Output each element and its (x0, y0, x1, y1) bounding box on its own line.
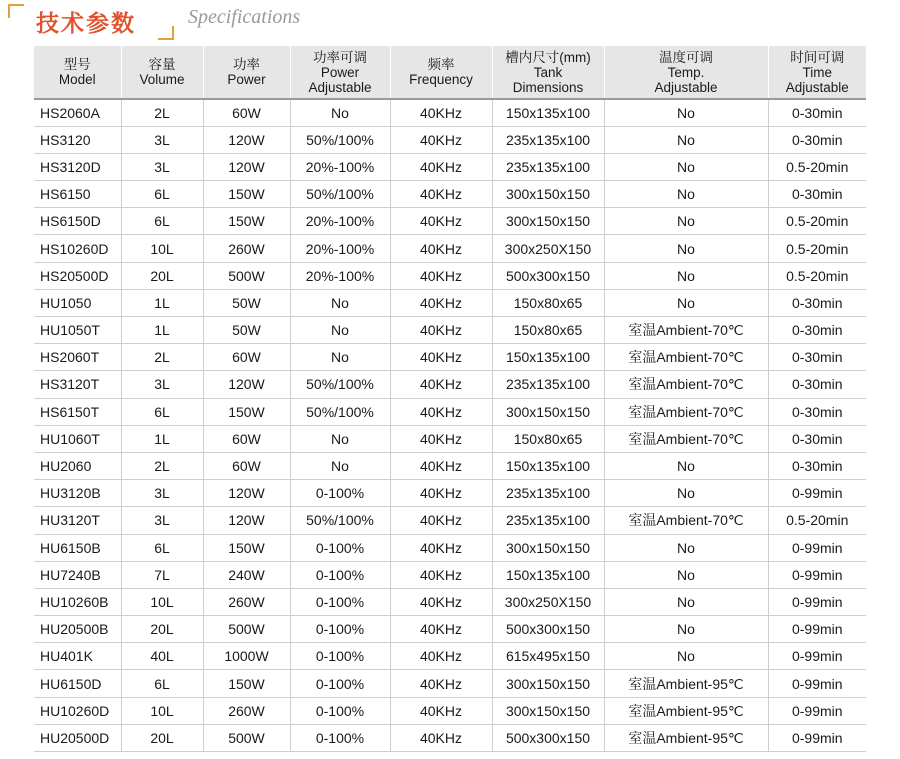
table-cell: 50%/100% (290, 126, 390, 153)
table-cell: 0-100% (290, 616, 390, 643)
table-cell: 120W (203, 153, 290, 180)
table-cell: 0.5-20min (768, 235, 866, 262)
table-cell: 室温Ambient-70℃ (604, 344, 768, 371)
table-cell: 0-100% (290, 561, 390, 588)
table-cell: 40KHz (390, 507, 492, 534)
table-header-row (34, 46, 866, 99)
table-cell: 120W (203, 480, 290, 507)
table-cell: 0-30min (768, 344, 866, 371)
table-cell: 40KHz (390, 724, 492, 751)
model-cell: HU1060T (34, 425, 121, 452)
table-cell: 300x150x150 (492, 534, 604, 561)
model-cell: HS10260D (34, 235, 121, 262)
table-cell: 60W (203, 425, 290, 452)
table-cell: 0-99min (768, 588, 866, 615)
table-cell: 50%/100% (290, 181, 390, 208)
table-cell: 3L (121, 507, 203, 534)
table-cell: 室温Ambient-70℃ (604, 425, 768, 452)
table-row (34, 262, 866, 289)
table-cell: 40KHz (390, 697, 492, 724)
table-cell: 40KHz (390, 344, 492, 371)
table-cell: 40KHz (390, 126, 492, 153)
table-cell: 150x135x100 (492, 99, 604, 126)
table-cell: 0-100% (290, 534, 390, 561)
table-row (34, 670, 866, 697)
table-row (34, 289, 866, 316)
table-row (34, 534, 866, 561)
corner-decoration-top-left (8, 4, 24, 18)
model-cell: HS3120T (34, 371, 121, 398)
column-header-en2: Dimensions (512, 79, 584, 95)
column-header-en1: Power (227, 72, 266, 87)
table-cell: 150W (203, 670, 290, 697)
table-cell: 40KHz (390, 235, 492, 262)
table-cell: 50W (203, 317, 290, 344)
model-cell: HU1050T (34, 317, 121, 344)
model-cell: HU3120B (34, 480, 121, 507)
table-cell: 0-100% (290, 588, 390, 615)
table-cell: 0-99min (768, 697, 866, 724)
table-cell: 0.5-20min (768, 208, 866, 235)
table-cell: 120W (203, 126, 290, 153)
table-cell: 50%/100% (290, 371, 390, 398)
table-cell: 300x150x150 (492, 697, 604, 724)
table-cell: 300x150x150 (492, 670, 604, 697)
table-cell: No (604, 534, 768, 561)
table-cell: No (290, 425, 390, 452)
table-cell: 235x135x100 (492, 126, 604, 153)
column-header-en2: Adjustable (308, 79, 372, 95)
model-cell: HS3120 (34, 126, 121, 153)
table-cell: 40KHz (390, 262, 492, 289)
table-cell: 300x250X150 (492, 588, 604, 615)
table-cell: No (604, 126, 768, 153)
table-cell: 20L (121, 724, 203, 751)
table-cell: No (604, 616, 768, 643)
column-header-cn: 型号 (63, 57, 91, 72)
column-header-en2: Adjustable (785, 79, 849, 95)
table-cell: 235x135x100 (492, 153, 604, 180)
model-cell: HU10260D (34, 697, 121, 724)
table-cell: 40KHz (390, 616, 492, 643)
table-row (34, 208, 866, 235)
column-header-en1: Power (320, 64, 360, 80)
table-cell: 3L (121, 153, 203, 180)
table-cell: 150x135x100 (492, 344, 604, 371)
table-row (34, 507, 866, 534)
table-cell: 150W (203, 181, 290, 208)
model-cell: HU3120T (34, 507, 121, 534)
model-cell: HU20500B (34, 616, 121, 643)
table-cell: 40KHz (390, 398, 492, 425)
model-cell: HS3120D (34, 153, 121, 180)
model-cell: HU2060 (34, 452, 121, 479)
table-cell: No (290, 317, 390, 344)
table-cell: 260W (203, 235, 290, 262)
table-cell: 室温Ambient-70℃ (604, 371, 768, 398)
table-cell: 6L (121, 670, 203, 697)
model-cell: HS6150T (34, 398, 121, 425)
column-header-cn: 功率 (233, 57, 260, 72)
table-cell: No (604, 99, 768, 126)
table-cell: 40KHz (390, 371, 492, 398)
table-cell: 0-99min (768, 616, 866, 643)
table-cell: 0.5-20min (768, 153, 866, 180)
table-cell: 300x150x150 (492, 208, 604, 235)
model-cell: HU6150D (34, 670, 121, 697)
table-cell: 40KHz (390, 425, 492, 452)
model-cell: HU10260B (34, 588, 121, 615)
table-cell: 室温Ambient-95℃ (604, 724, 768, 751)
table-cell: 0-30min (768, 452, 866, 479)
table-cell: 500x300x150 (492, 262, 604, 289)
table-cell: 40KHz (390, 452, 492, 479)
table-cell: 500W (203, 262, 290, 289)
table-row (34, 317, 866, 344)
table-cell: 500W (203, 616, 290, 643)
table-cell: 150x80x65 (492, 425, 604, 452)
column-header-cn: 时间可调 (790, 49, 845, 65)
table-cell: 260W (203, 697, 290, 724)
table-cell: 3L (121, 126, 203, 153)
table-cell: 0-100% (290, 643, 390, 670)
table-cell: 40KHz (390, 534, 492, 561)
table-cell: 20%-100% (290, 153, 390, 180)
table-cell: 20%-100% (290, 208, 390, 235)
model-cell: HS2060A (34, 99, 121, 126)
table-cell: 150x135x100 (492, 452, 604, 479)
table-cell: 300x150x150 (492, 181, 604, 208)
table-cell: 室温Ambient-70℃ (604, 398, 768, 425)
table-row (34, 344, 866, 371)
table-cell: 2L (121, 344, 203, 371)
table-cell: 50%/100% (290, 507, 390, 534)
column-header (390, 46, 492, 99)
table-cell: 6L (121, 181, 203, 208)
table-row (34, 398, 866, 425)
table-cell: 20L (121, 262, 203, 289)
table-cell: 0-99min (768, 643, 866, 670)
table-cell: 40KHz (390, 181, 492, 208)
table-cell: 6L (121, 398, 203, 425)
table-cell: 6L (121, 208, 203, 235)
table-row (34, 588, 866, 615)
table-cell: 10L (121, 588, 203, 615)
table-cell: 室温Ambient-70℃ (604, 507, 768, 534)
table-cell: No (604, 588, 768, 615)
table-cell: 150x80x65 (492, 317, 604, 344)
model-cell: HS6150D (34, 208, 121, 235)
table-cell: 室温Ambient-70℃ (604, 317, 768, 344)
column-header-cn: 容量 (148, 57, 176, 72)
table-body (34, 99, 866, 752)
table-cell: No (604, 289, 768, 316)
column-header-en1: Frequency (409, 72, 473, 87)
table-cell: No (604, 643, 768, 670)
table-row (34, 153, 866, 180)
table-cell: 500x300x150 (492, 616, 604, 643)
table-cell: 40KHz (390, 561, 492, 588)
section-title (8, 4, 178, 38)
table-cell: 0-99min (768, 724, 866, 751)
table-cell: 500x300x150 (492, 724, 604, 751)
table-cell: 10L (121, 697, 203, 724)
table-cell: 0-100% (290, 670, 390, 697)
table-row (34, 181, 866, 208)
column-header-en1: Temp. (667, 64, 705, 80)
table-cell: No (290, 344, 390, 371)
column-header-en1: Tank (533, 64, 563, 80)
table-row (34, 126, 866, 153)
table-cell: 2L (121, 99, 203, 126)
table-row (34, 616, 866, 643)
column-header (34, 46, 121, 99)
table-cell: 1L (121, 289, 203, 316)
column-header (768, 46, 866, 99)
table-cell: 6L (121, 534, 203, 561)
table-cell: 40KHz (390, 480, 492, 507)
table-cell: 2L (121, 452, 203, 479)
table-cell: 60W (203, 344, 290, 371)
table-row (34, 99, 866, 126)
table-cell: 20L (121, 616, 203, 643)
table-cell: 3L (121, 371, 203, 398)
table-cell: 0-99min (768, 561, 866, 588)
table-cell: No (604, 235, 768, 262)
table-cell: 120W (203, 371, 290, 398)
table-cell: 615x495x150 (492, 643, 604, 670)
model-cell: HU1050 (34, 289, 121, 316)
model-cell: HU6150B (34, 534, 121, 561)
table-cell: 0-30min (768, 289, 866, 316)
table-cell: 40KHz (390, 643, 492, 670)
table-row (34, 371, 866, 398)
table-cell: 40KHz (390, 208, 492, 235)
title-chinese: 技术参数 (36, 11, 136, 37)
column-header-en1: Model (58, 72, 96, 87)
table-row (34, 235, 866, 262)
table-cell: 500W (203, 724, 290, 751)
table-cell: 60W (203, 452, 290, 479)
model-cell: HU401K (34, 643, 121, 670)
table-cell: 40KHz (390, 289, 492, 316)
table-cell: 40KHz (390, 99, 492, 126)
column-header-cn: 功率可调 (313, 49, 367, 65)
table-cell: 0.5-20min (768, 507, 866, 534)
table-cell: 0-30min (768, 181, 866, 208)
table-cell: 7L (121, 561, 203, 588)
column-header-en1: Volume (139, 72, 185, 87)
table-cell: 240W (203, 561, 290, 588)
table-cell: 50%/100% (290, 398, 390, 425)
table-cell: No (604, 181, 768, 208)
table-cell: 40L (121, 643, 203, 670)
table-cell: 0-30min (768, 371, 866, 398)
column-header (121, 46, 203, 99)
table-cell: 0-100% (290, 480, 390, 507)
table-cell: 150x80x65 (492, 289, 604, 316)
table-cell: 40KHz (390, 153, 492, 180)
table-cell: No (290, 99, 390, 126)
table-cell: 20%-100% (290, 235, 390, 262)
table-cell: 20%-100% (290, 262, 390, 289)
table-cell: 0-99min (768, 480, 866, 507)
table-cell: No (604, 452, 768, 479)
table-cell: No (604, 480, 768, 507)
specifications-table (34, 46, 866, 752)
table-cell: No (290, 452, 390, 479)
table-cell: 235x135x100 (492, 507, 604, 534)
column-header (290, 46, 390, 99)
column-header (492, 46, 604, 99)
table-cell: 150W (203, 534, 290, 561)
table-row (34, 561, 866, 588)
column-header-cn: 频率 (427, 57, 455, 72)
table-cell: 1L (121, 317, 203, 344)
column-header-en1: Time (802, 64, 832, 80)
corner-decoration-bottom-right (158, 26, 174, 40)
column-header-cn: 槽内尺寸(mm) (505, 49, 591, 65)
table-cell: 150W (203, 208, 290, 235)
table-cell: No (604, 262, 768, 289)
table-cell: 0-30min (768, 317, 866, 344)
table-cell: 40KHz (390, 588, 492, 615)
table-cell: 0-30min (768, 398, 866, 425)
table-cell: 260W (203, 588, 290, 615)
model-cell: HU7240B (34, 561, 121, 588)
table-cell: No (604, 208, 768, 235)
table-cell: 40KHz (390, 317, 492, 344)
table-cell: 0-30min (768, 99, 866, 126)
column-header (604, 46, 768, 99)
table-cell: No (604, 153, 768, 180)
table-cell: 0-99min (768, 670, 866, 697)
table-cell: 1000W (203, 643, 290, 670)
model-cell: HS20500D (34, 262, 121, 289)
table-cell: 300x250X150 (492, 235, 604, 262)
column-header-cn: 温度可调 (659, 49, 713, 65)
table-cell: 50W (203, 289, 290, 316)
table-cell: 40KHz (390, 670, 492, 697)
model-cell: HS2060T (34, 344, 121, 371)
table-cell: 120W (203, 507, 290, 534)
table-cell: 300x150x150 (492, 398, 604, 425)
table-cell: No (604, 561, 768, 588)
table-cell: 3L (121, 480, 203, 507)
table-cell: 室温Ambient-95℃ (604, 697, 768, 724)
table-row (34, 697, 866, 724)
table-row (34, 643, 866, 670)
table-row (34, 452, 866, 479)
table-cell: 235x135x100 (492, 371, 604, 398)
table-cell: 1L (121, 425, 203, 452)
table-cell: 0-30min (768, 126, 866, 153)
table-cell: 0.5-20min (768, 262, 866, 289)
table-cell: 0-99min (768, 534, 866, 561)
table-cell: 10L (121, 235, 203, 262)
column-header (203, 46, 290, 99)
model-cell: HU20500D (34, 724, 121, 751)
table-row (34, 425, 866, 452)
table-cell: 0-100% (290, 697, 390, 724)
table-row (34, 724, 866, 751)
table-cell: 150W (203, 398, 290, 425)
table-row (34, 480, 866, 507)
title-english: Specifications (188, 6, 301, 28)
table-cell: 0-30min (768, 425, 866, 452)
table-cell: 150x135x100 (492, 561, 604, 588)
table-cell: 0-100% (290, 724, 390, 751)
table-cell: 室温Ambient-95℃ (604, 670, 768, 697)
model-cell: HS6150 (34, 181, 121, 208)
table-cell: 235x135x100 (492, 480, 604, 507)
table-cell: 60W (203, 99, 290, 126)
column-header-en2: Adjustable (654, 79, 718, 95)
table-cell: No (290, 289, 390, 316)
